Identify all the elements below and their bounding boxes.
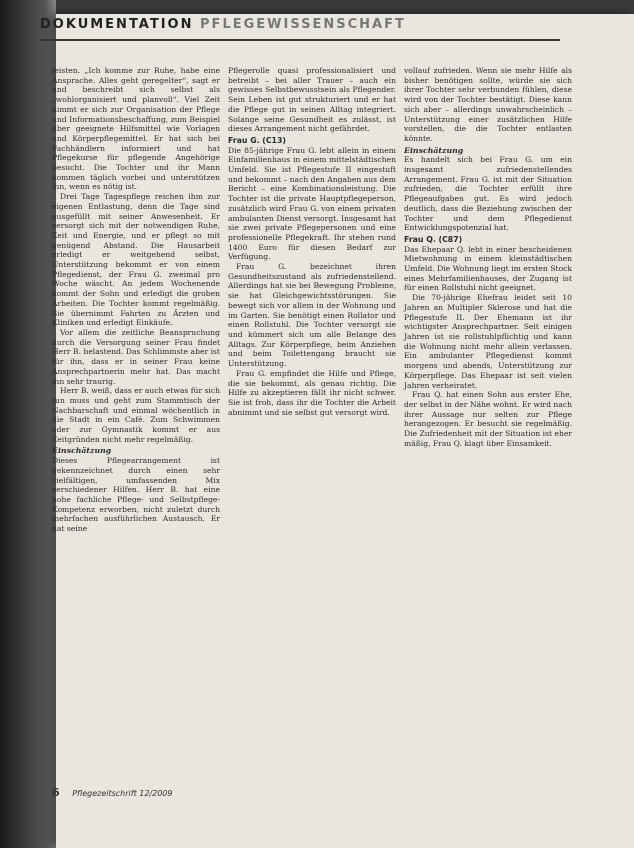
text-column-2 [228, 66, 396, 417]
text-column-3 [404, 66, 572, 448]
paragraph: Die 85-jährige Frau G. lebt allein in einem Einfamilienhaus in einem mittelstädtischen Umfeld. Sie ist Pflegestufe II eingestuft und bekommt – nach den Angaben aus dem Bericht – eine Kombinationsleistung. Die Tochter ist die private Hauptpflegeperson, zusätzlich wird Frau G. von einem privaten ambulanten Dienst versorgt. Insgesamt hat sie zwei private Pflegepersonen und eine professionelle Pflegekraft. Ihr stehen rund 1400 Euro für diesen Bedarf zur Verfügung. [228, 145, 397, 262]
page-number: 6 [52, 786, 60, 799]
paragraph: leisten. „Ich komme zur Ruhe, habe eine Ansprache. Alles geht geregelter“, sagt er und beschreibt sich selbst als „wohlorganisiert und planvoll“. Viel Zeit nimmt er sich zur Organisation der Pflege und Informationsbeschaffung, zum Beispiel über geeignete Hilfsmittel wie Vorlagen und Körperpflegemittel. Er hat sich bei Fachhändlern informiert und hat Pflegekurse für pflegende Angehörige besucht. Die Tochter und ihr Mann kommen täglich vorbei und unterstützen ihn, wenn es nötig ist. [52, 66, 220, 192]
paragraph: Herr B. weiß, dass er auch etwas für sich tun muss und geht zum Stammtisch der Nachbarschaft und einmal wöchentlich in die Stadt in ein Café. Zum Schwimmen oder zur Gymnastik kommt er aus Zeitgründen nicht mehr regelmäßig. [52, 386, 220, 444]
paragraph: vollauf zufrieden. Wenn sie mehr Hilfe als bisher benötigen sollte, würde sie sich ihrer Tochter sehr verbunden fühlen, diese wird von der Tochter bestätigt. Diese kann sich aber – allerdings unwahrscheinlich – Unterstützung einer zusätzlichen Hilfe vorstellen, die die Tochter entlasten könnte. [404, 66, 572, 143]
paragraph: Frau Q. hat einen Sohn aus erster Ehe, der selbst in der Nähe wohnt. Er wird nach ihrer Aussage nur selten zur Pflege herangezogen. Er besucht sie regelmäßig. Die Zufriedenheit mit der Situation ist eher mäßig, Frau Q. klagt über Einsamkeit. [404, 390, 572, 448]
page-header [40, 17, 560, 41]
paragraph: Die 70-jährige Ehefrau leidet seit 10 Jahren an Multipler Sklerose und hat die Pflegestufe II. Der Ehemann ist ihr wichtigster Ansprechpartner. Seit einigen Jahren ist sie rollstuhlpflichtig und kann die Wohnung nicht mehr allein verlassen. Ein ambulanter Pflegedienst kommt morgens und abends, Unterstützung zur Körperpflege. Das Ehepaar ist seit vielen Jahren verheiratet. [404, 293, 572, 390]
page-footer [52, 786, 172, 799]
text-column-1 [52, 66, 220, 534]
binding-shadow [0, 0, 56, 848]
paragraph: Frau G. empfindet die Hilfe und Pflege, die sie bekommt, als genau richtig. Die Hilfe zu akzeptieren fällt ihr nicht schwer. Sie ist froh, dass ihr die Tochter die Arbeit abnimmt und sie selbst gut versorgt wird. [228, 368, 396, 417]
paragraph: Das Ehepaar Q. lebt in einer bescheidenen Mietwohnung in einem kleinstädtischen Umfeld. Die Wohnung liegt im ersten Stock eines Mehrfamilienhauses, der Zugang ist für einen Rollstuhl nicht geeignet. [404, 244, 572, 293]
paragraph: Drei Tage Tagespflege reichen ihm zur eigenen Entlastung, denn die Tage sind ausgefüllt mit seiner Anwesenheit. Er versorgt sich mit der notwendigen Ruhe, Zeit und Energie, und er pflegt so mit genügend Abstand. Die Hausarbeit erledigt er weitgehend selbst, Unterstützung bekommt er von einem Pflegedienst, der Frau G. zweimal pro Woche wäscht. An jedem Wochenende kommt der Sohn und erledigt die groben Arbeiten. Die Tochter kommt regelmäßig. Sie übernimmt Fahrten zu Ärzten und Kliniken und erledigt Einkäufe. [52, 192, 220, 328]
paragraph: Frau G. bezeichnet ihren Gesundheitszustand als zufriedenstellend. Allerdings hat sie bei Bewegung Probleme, sie hat Gleichgewichtsstörungen. Sie bewegt sich vor allem in der Wohnung und im Garten. Sie benötigt einen Rollator und einen Rollstuhl. Die Tochter versorgt sie und kümmert sich um alle Belange des Alltags. Zur Körperpflege, beim Anziehen und beim Toilettengang braucht sie Unterstützung. [228, 262, 396, 369]
subheading: Einschätzung [404, 145, 464, 155]
paragraph: Vor allem die zeitliche Beanspruchung durch die Versorgung seiner Frau findet Herr B. belastend. Das Schlimmste aber ist für ihn, dass er in seiner Frau keine Ansprechpartnerin mehr hat. Das macht ihn sehr traurig. [52, 327, 220, 386]
subheading: Frau G. (C13) [228, 135, 286, 145]
section-keyword: DOKUMENTATION [40, 17, 194, 32]
paragraph: Es handelt sich bei Frau G. um ein insgesamt zufriedenstellendes Arrangement. Frau G. ist mit der Situation zufrieden, die Tochter erfüllt ihre Pflegeaufgaben gut. Es wird jedoch deutlich, dass die Beziehung zwischen der Tochter und dem Pflegedienst Entwicklungspotenzial hat. [404, 155, 572, 233]
subheading: Einschätzung [52, 446, 112, 456]
subheading: Frau Q. (C87) [404, 234, 463, 244]
paragraph: Pflegerolle quasi professionalisiert und betreibt – bei aller Trauer – auch ein gewisses Selbstbewusstsein als Pflegender. Sein Leben ist gut strukturiert und er hat die Pflege gut in seinen Alltag integriert. Solange seine Gesundheit es zulässt, ist dieses Arrangement nicht gefährdet. [228, 66, 396, 134]
section-subtitle: PFLEGEWISSENSCHAFT [200, 17, 406, 32]
publication-source: Pflegezeitschrift 12/2009 [72, 789, 173, 798]
paragraph: Dieses Pflegearrangement ist gekennzeichnet durch einen sehr vielfältigen, umfassenden Mix verschiedener Hilfen. Herr B. hat eine hohe fachliche Pflege- und Selbstpflege-Kompetenz erworben, nicht zuletzt durch mehrfachen ausführlichen Austausch. Er hat seine [52, 456, 220, 534]
